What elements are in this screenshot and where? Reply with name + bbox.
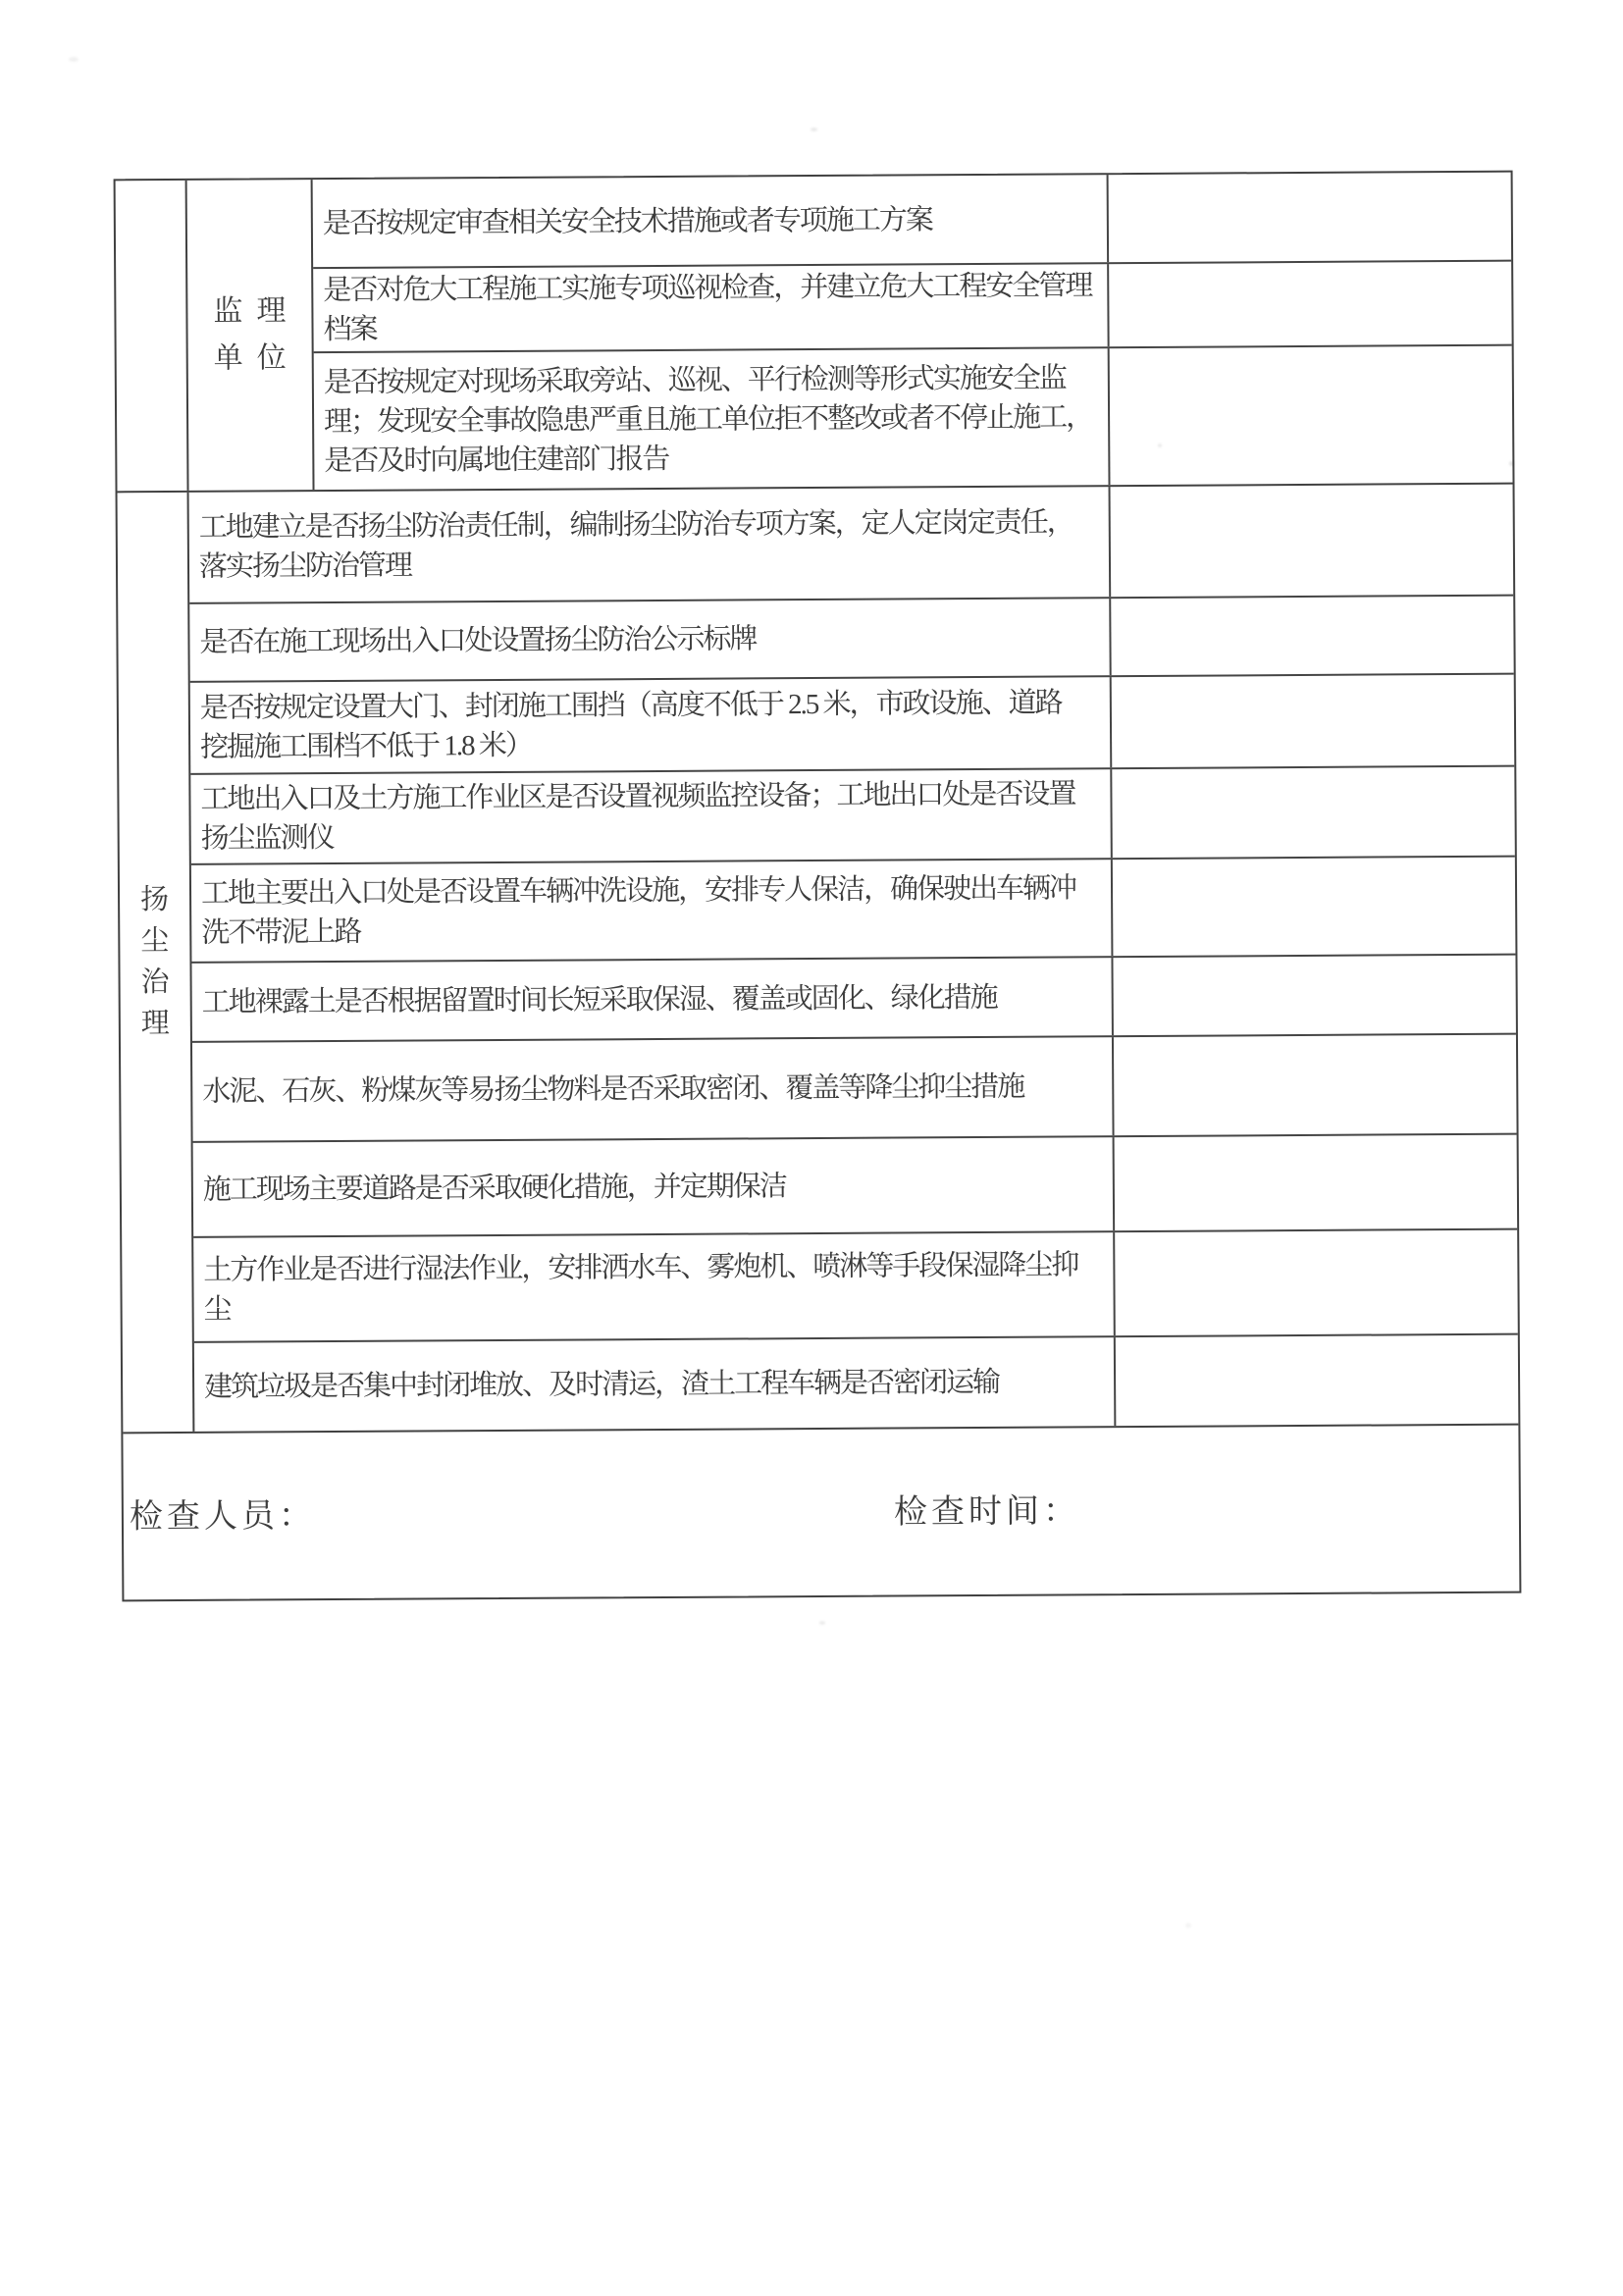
table-row <box>189 485 1514 604</box>
checklist-item-text: 工地出入口及土方施工作业区是否设置视频监控设备；工地出口处是否设置扬尘监测仪 <box>190 769 1113 863</box>
checklist-item-text: 是否对危大工程施工实施专项巡视检查，并建立危大工程安全管理档案 <box>313 264 1109 351</box>
table-row <box>313 262 1512 353</box>
category-column-empty-cell <box>116 181 189 491</box>
dust-control-section <box>118 485 1519 1435</box>
table-row <box>194 1335 1519 1432</box>
supervision-unit-label-line1: 监理 <box>213 294 300 328</box>
supervision-unit-label-cell <box>187 180 315 491</box>
table-row <box>190 767 1515 865</box>
table-row <box>190 675 1515 775</box>
result-blank-cell <box>1113 956 1515 1036</box>
dust-control-label-cell <box>118 493 195 1432</box>
inspection-time-label: 检查时间： <box>893 1492 1081 1531</box>
table-row <box>313 173 1512 269</box>
scan-speck <box>1509 461 1514 466</box>
checklist-item-text: 工地主要出入口处是否设置车辆冲洗设施，安排专人保洁，确保驶出车辆冲洗不带泥上路 <box>191 860 1114 962</box>
checklist-item-text: 工地裸露土是否根据留置时间长短采取保湿、覆盖或固化、绿化措施 <box>191 958 1113 1041</box>
result-blank-cell <box>1115 1230 1518 1336</box>
table-row <box>193 1230 1518 1343</box>
checklist-item-text: 土方作业是否进行湿法作业，安排洒水车、雾炮机、喷淋等手段保湿降尘抑尘 <box>193 1232 1116 1341</box>
checklist-item-text: 施工现场主要道路是否采取硬化措施，并定期保洁 <box>193 1137 1116 1236</box>
dust-control-rows <box>189 485 1519 1432</box>
supervision-unit-label-line2: 单位 <box>213 341 300 375</box>
dust-label-char: 治 <box>140 966 170 999</box>
checklist-item-text: 工地建立是否扬尘防治责任制，编制扬尘防治专项方案，定人定岗定责任，落实扬尘防治管理 <box>189 487 1112 602</box>
checklist-item-text: 建筑垃圾是否集中封闭堆放、及时清运，渣土工程车辆是否密闭运输 <box>194 1337 1117 1432</box>
scan-speck <box>1158 444 1162 447</box>
signature-footer-row <box>123 1426 1519 1600</box>
scan-speck <box>811 128 817 131</box>
result-blank-cell <box>1116 1335 1519 1427</box>
dust-label-char: 扬 <box>139 884 170 916</box>
table-row <box>314 346 1513 490</box>
result-blank-cell <box>1112 675 1515 768</box>
checklist-item-text: 是否按规定对现场采取旁站、巡视、平行检测等形式实施安全监理；发现安全事故隐患严重且施工单位拒不整改或者不停止施工，是否及时向属地住建部门报告 <box>314 348 1111 490</box>
scan-speck <box>819 1621 825 1625</box>
result-blank-cell <box>1109 262 1512 347</box>
scan-speck <box>1185 1923 1191 1928</box>
result-blank-cell <box>1113 858 1516 957</box>
result-blank-cell <box>1112 767 1515 859</box>
table-row <box>192 1035 1517 1143</box>
dust-label-char: 尘 <box>140 925 170 958</box>
table-row <box>191 858 1516 964</box>
result-blank-cell <box>1111 485 1514 598</box>
checklist-item-text: 水泥、石灰、粉煤灰等易扬尘物料是否采取密闭、覆盖等降尘抑尘措施 <box>192 1037 1115 1141</box>
supervision-unit-rows <box>313 173 1513 490</box>
scan-speck <box>69 57 79 62</box>
result-blank-cell <box>1109 173 1512 263</box>
result-blank-cell <box>1110 346 1513 486</box>
result-blank-cell <box>1114 1035 1517 1136</box>
result-blank-cell <box>1115 1135 1518 1231</box>
table-row <box>191 956 1515 1043</box>
checklist-item-text: 是否按规定审查相关安全技术措施或者专项施工方案 <box>313 175 1110 267</box>
dust-label-char: 理 <box>140 1008 170 1040</box>
table-row <box>189 597 1513 683</box>
table-row <box>193 1135 1518 1238</box>
inspector-label: 检查人员： <box>129 1497 317 1536</box>
checklist-item-text: 是否按规定设置大门、封闭施工围挡（高度不低于 2.5 米，市政设施、道路挖掘施工围档不低于 1.8 米） <box>190 677 1113 773</box>
inspection-checklist-table <box>114 171 1522 1602</box>
result-blank-cell <box>1111 597 1513 676</box>
supervision-unit-section <box>116 173 1513 494</box>
checklist-item-text: 是否在施工现场出入口处设置扬尘防治公示标牌 <box>189 599 1111 681</box>
